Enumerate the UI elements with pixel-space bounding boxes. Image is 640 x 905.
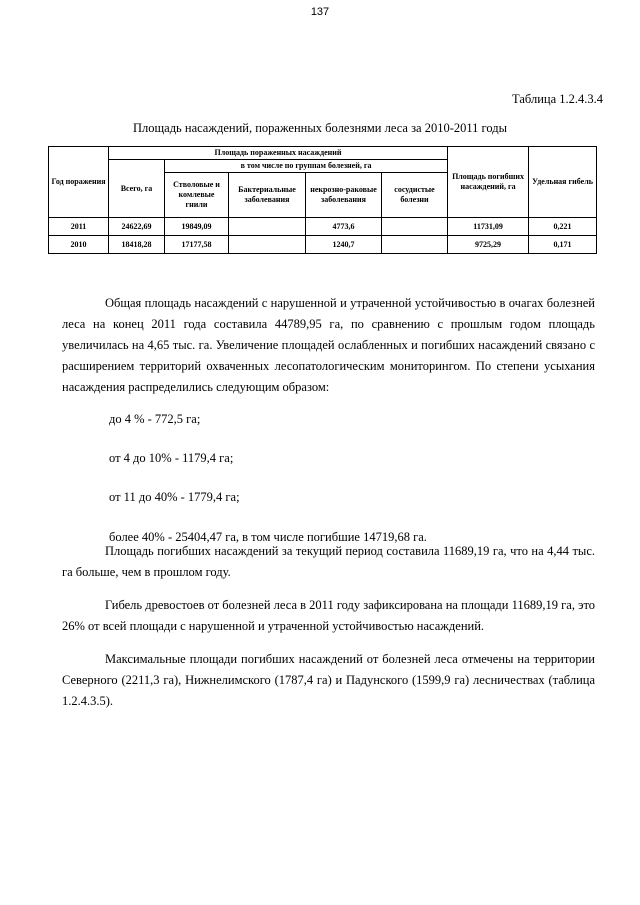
header-year: Год поражения — [49, 147, 109, 218]
cell-year: 2010 — [49, 236, 109, 254]
paragraph-loss-block — [62, 595, 595, 637]
header-dead-area: Площадь погибших насаждений, га — [448, 147, 529, 218]
header-bacterial: Бактериальные заболевания — [229, 173, 306, 218]
cell-specific-loss: 0,221 — [529, 218, 597, 236]
table-label: Таблица 1.2.4.3.4 — [512, 92, 603, 106]
cell-total: 24622,69 — [109, 218, 165, 236]
cell-bacterial — [229, 236, 306, 254]
header-necrotic: некрозно-раковые заболевания — [306, 173, 382, 218]
disease-area-table — [48, 146, 597, 254]
paragraph-dead-area: Площадь погибших насаждений за текущий период составила 11689,19 га, что на 4,44 тыс. га больше, чем в прошлом году. — [62, 544, 595, 579]
cell-stem-root-rot: 19849,09 — [165, 218, 229, 236]
paragraph-dead-area-block — [62, 541, 595, 583]
list-item: от 11 до 40% - 1779,4 га; — [109, 490, 240, 504]
header-affected-area: Площадь пораженных насаждений — [109, 147, 448, 160]
header-total: Всего, га — [109, 160, 165, 218]
header-vascular: сосудистые болезни — [382, 173, 448, 218]
cell-vascular — [382, 236, 448, 254]
list-item: от 4 до 10% - 1179,4 га; — [109, 451, 234, 465]
header-specific-loss: Удельная гибель — [529, 147, 597, 218]
cell-dead-area: 9725,29 — [448, 236, 529, 254]
cell-dead-area: 11731,09 — [448, 218, 529, 236]
paragraph-intro-block — [62, 293, 595, 398]
header-stem-root-rot: Стволовые и комлевые гнили — [165, 173, 229, 218]
cell-year: 2011 — [49, 218, 109, 236]
paragraph-forestries: Максимальные площади погибших насаждений от болезней леса отмечены на территории Северного (2211,3 га), Нижнелимского (1787,4 га) и Падунского (1599,9 га) лесничествах (таблица 1.2.4.3.5). — [62, 652, 595, 708]
page-number: 137 — [310, 6, 330, 18]
cell-specific-loss: 0,171 — [529, 236, 597, 254]
table-row — [49, 218, 597, 236]
cell-necrotic: 4773,6 — [306, 218, 382, 236]
cell-total: 18418,28 — [109, 236, 165, 254]
table-row — [49, 236, 597, 254]
list-item: до 4 % - 772,5 га; — [109, 412, 201, 426]
header-disease-groups: в том числе по группам болезней, га — [165, 160, 448, 173]
cell-necrotic: 1240,7 — [306, 236, 382, 254]
paragraph-intro: Общая площадь насаждений с нарушенной и утраченной устойчивостью в очагах болезней леса на конец 2011 года составила 44789,95 га, по сравнению с прошлым годом площадь увеличилась на 4,65 тыс. га. Увеличение площадей ослабленных и погибших насаждений связано с расширением территорий охваченных лесопатологическим мониторингом. По степени усыхания насаждения распределились следующим образом: — [62, 296, 595, 394]
cell-vascular — [382, 218, 448, 236]
degradation-list — [62, 409, 595, 548]
paragraph-forestries-block — [62, 649, 595, 712]
table-title: Площадь насаждений, пораженных болезнями леса за 2010-2011 годы — [133, 121, 507, 135]
cell-stem-root-rot: 17177,58 — [165, 236, 229, 254]
list-item: более 40% - 25404,47 га, в том числе погибшие 14719,68 га. — [109, 530, 427, 544]
cell-bacterial — [229, 218, 306, 236]
paragraph-loss: Гибель древостоев от болезней леса в 2011 году зафиксирована на площади 11689,19 га, это 26% от всей площади с нарушенной и утраченной устойчивостью насаждений. — [62, 598, 595, 633]
